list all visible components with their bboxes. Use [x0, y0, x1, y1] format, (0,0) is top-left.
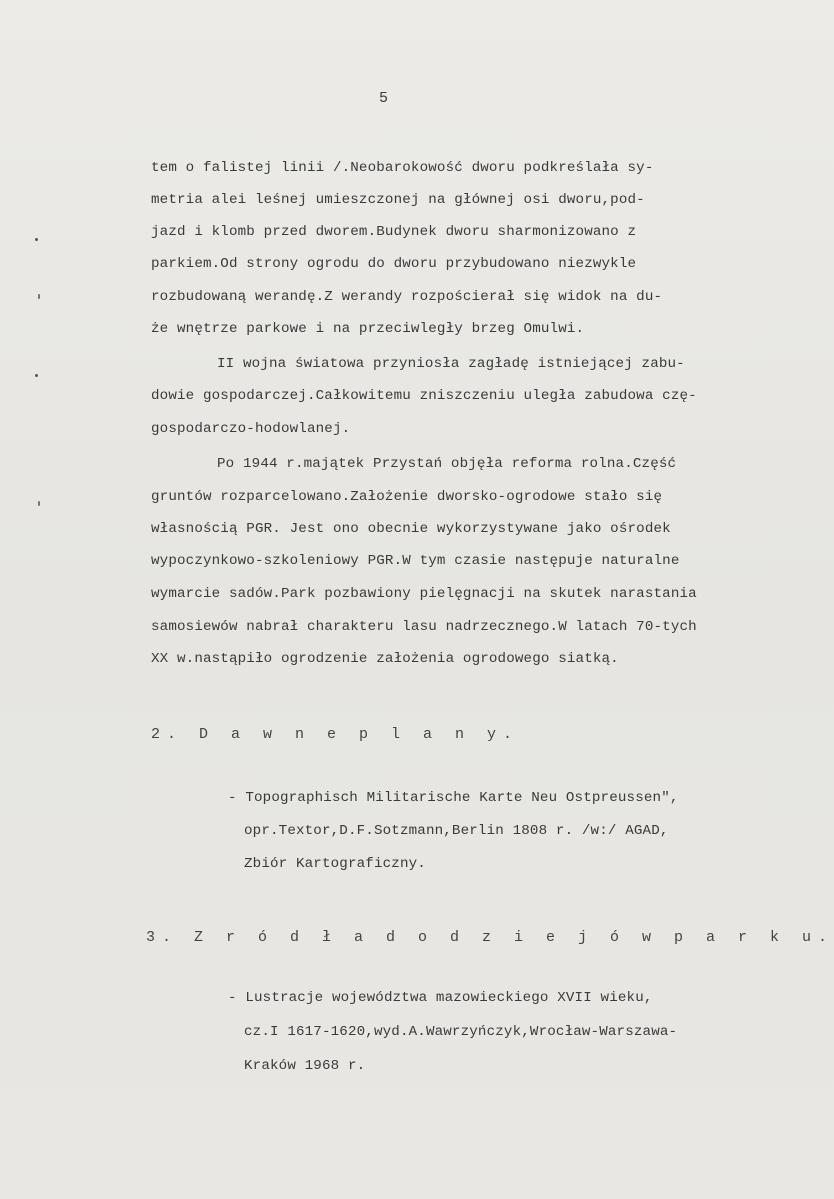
text-line: II wojna światowa przyniosła zagładę istniejącej zabu-	[217, 356, 685, 372]
text-line: parkiem.Od strony ogrodu do dworu przybudowano niezwykle	[151, 256, 637, 272]
reference-line: Kraków 1968 r.	[244, 1058, 366, 1074]
text-line: jazd i klomb przed dworem.Budynek dworu sharmonizowano z	[151, 224, 637, 240]
margin-dot	[35, 238, 38, 241]
margin-tick	[38, 501, 40, 506]
margin-dot	[35, 374, 38, 377]
reference-line: - Topographisch Militarische Karte Neu Ostpreussen",	[228, 790, 679, 806]
text-line: XX w.nastąpiło ogrodzenie założenia ogrodowego siatką.	[151, 651, 619, 667]
text-line: rozbudowaną werandę.Z werandy rozpościerał się widok na du-	[151, 289, 663, 305]
text-line: wymarcie sadów.Park pozbawiony pielęgnacji na skutek narastania	[151, 586, 697, 602]
section-heading: 2. D a w n e p l a n y.	[151, 726, 520, 743]
text-line: Po 1944 r.majątek Przystań objęła reforma rolna.Część	[217, 456, 677, 472]
text-line: wypoczynkowo-szkoleniowy PGR.W tym czasie następuje naturalne	[151, 553, 680, 569]
section-heading: 3. Z r ó d ł a d o d z i e j ó w p a r k u.	[146, 929, 834, 946]
text-line: że wnętrze parkowe i na przeciwległy brzeg Omulwi.	[151, 321, 585, 337]
text-line: własnością PGR. Jest ono obecnie wykorzystywane jako ośrodek	[151, 521, 671, 537]
text-line: samosiewów nabrał charakteru lasu nadrzecznego.W latach 70-tych	[151, 619, 697, 635]
text-line: gruntów rozparcelowano.Założenie dworsko-ogrodowe stało się	[151, 489, 663, 505]
reference-line: - Lustracje województwa mazowieckiego XVII wieku,	[228, 990, 653, 1006]
page-number: 5	[379, 90, 389, 107]
reference-line: Zbiór Kartograficzny.	[244, 856, 426, 872]
text-line: dowie gospodarczej.Całkowitemu zniszczeniu uległa zabudowa czę-	[151, 388, 697, 404]
reference-line: opr.Textor,D.F.Sotzmann,Berlin 1808 r. /w:/ AGAD,	[244, 823, 669, 839]
text-line: gospodarczo-hodowlanej.	[151, 421, 351, 437]
text-line: metria alei leśnej umieszczonej na głównej osi dworu,pod-	[151, 192, 645, 208]
margin-tick	[38, 294, 40, 299]
reference-line: cz.I 1617-1620,wyd.A.Wawrzyńczyk,Wrocław-Warszawa-	[244, 1024, 678, 1040]
text-line: tem o falistej linii /.Neobarokowość dworu podkreślała sy-	[151, 160, 654, 176]
